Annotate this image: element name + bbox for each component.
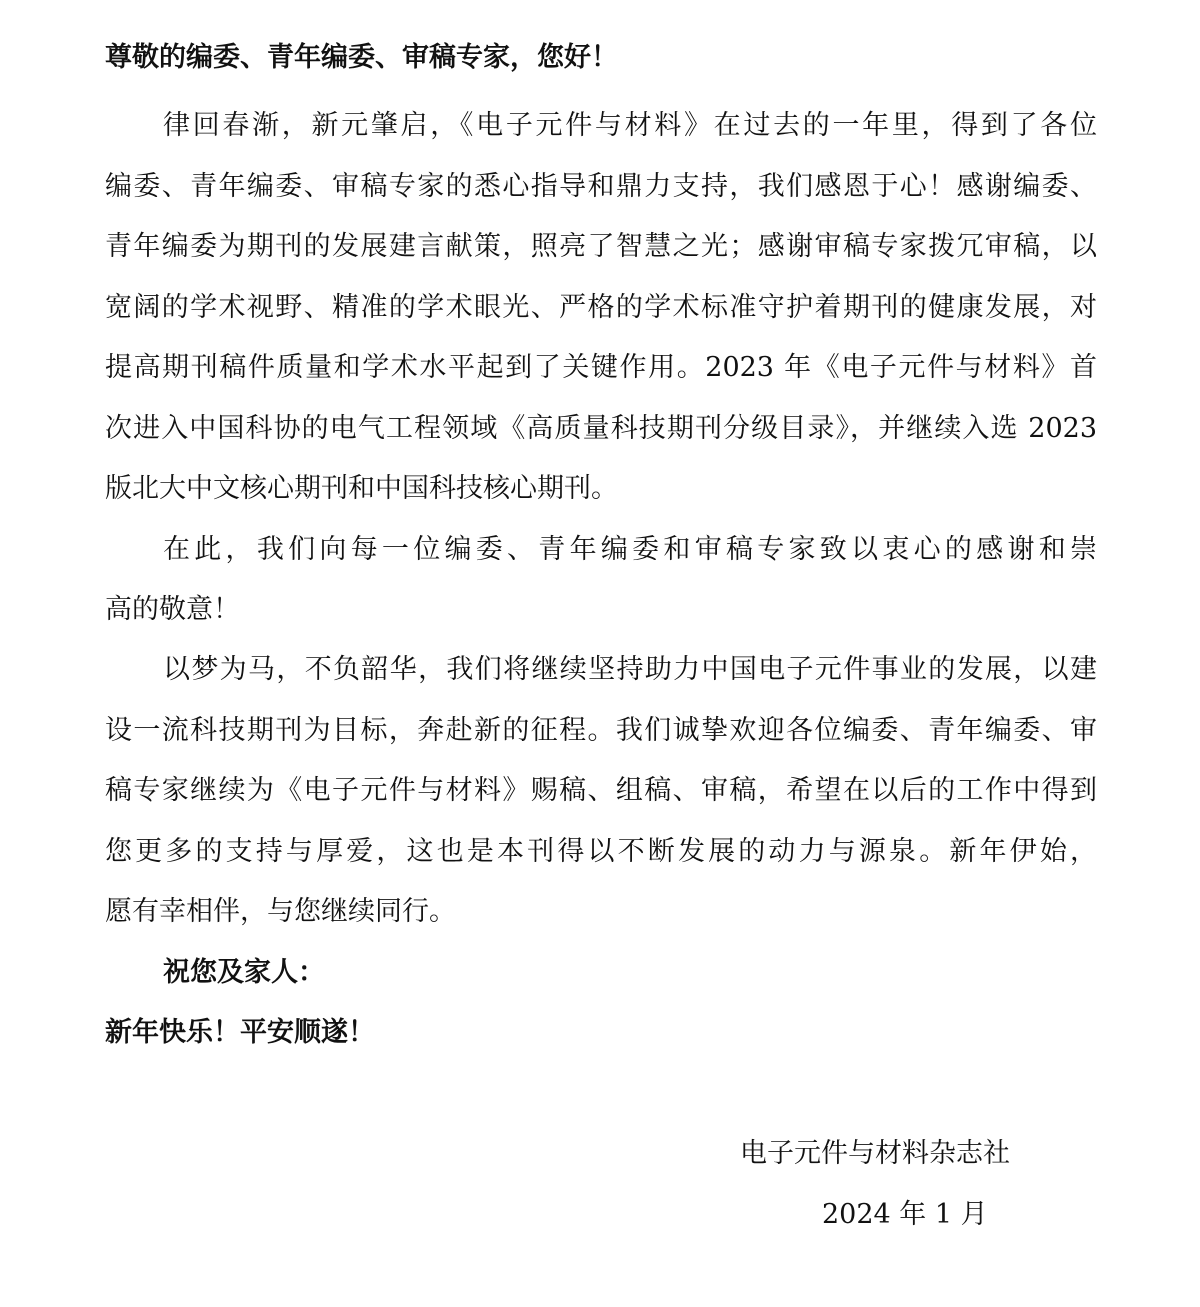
paragraph-1-line: 次进入中国科协的电气工程领域《高质量科技期刊分级目录》，并继续入选 2023 — [105, 413, 1097, 444]
signature-date: 2024 年 1 月 — [822, 1199, 988, 1230]
wish-intro: 祝您及家人： — [163, 957, 325, 988]
paragraph-1-line: 宽阔的学术视野、精准的学术眼光、严格的学术标准守护着期刊的健康发展，对 — [105, 292, 1097, 323]
paragraph-3-line: 稿专家继续为《电子元件与材料》赐稿、组稿、审稿，希望在以后的工作中得到 — [105, 775, 1097, 806]
paragraph-1-line: 青年编委为期刊的发展建言献策，照亮了智慧之光；感谢审稿专家拨冗审稿，以 — [105, 231, 1097, 262]
letter-greeting: 尊敬的编委、青年编委、审稿专家，您好！ — [105, 42, 618, 73]
paragraph-3-line: 设一流科技期刊为目标，奔赴新的征程。我们诚挚欢迎各位编委、青年编委、审 — [105, 715, 1097, 746]
signature-organization: 电子元件与材料杂志社 — [740, 1138, 1010, 1169]
paragraph-3-line: 您更多的支持与厚爱，这也是本刊得以不断发展的动力与源泉。新年伊始， — [105, 836, 1097, 867]
paragraph-1-line: 律回春渐，新元肇启，《电子元件与材料》在过去的一年里，得到了各位 — [163, 110, 1097, 141]
paragraph-1-line: 提高期刊稿件质量和学术水平起到了关键作用。2023 年《电子元件与材料》首 — [105, 352, 1097, 383]
wish-text: 新年快乐！平安顺遂！ — [105, 1017, 375, 1048]
paragraph-3-line: 愿有幸相伴，与您继续同行。 — [105, 896, 456, 927]
paragraph-1-line: 版北大中文核心期刊和中国科技核心期刊。 — [105, 473, 618, 504]
paragraph-2-line: 高的敬意！ — [105, 594, 240, 625]
paragraph-2-line: 在此，我们向每一位编委、青年编委和审稿专家致以衷心的感谢和崇 — [163, 534, 1097, 565]
paragraph-3-line: 以梦为马，不负韶华，我们将继续坚持助力中国电子元件事业的发展，以建 — [163, 654, 1097, 685]
paragraph-1-line: 编委、青年编委、审稿专家的悉心指导和鼎力支持，我们感恩于心！感谢编委、 — [105, 171, 1097, 202]
